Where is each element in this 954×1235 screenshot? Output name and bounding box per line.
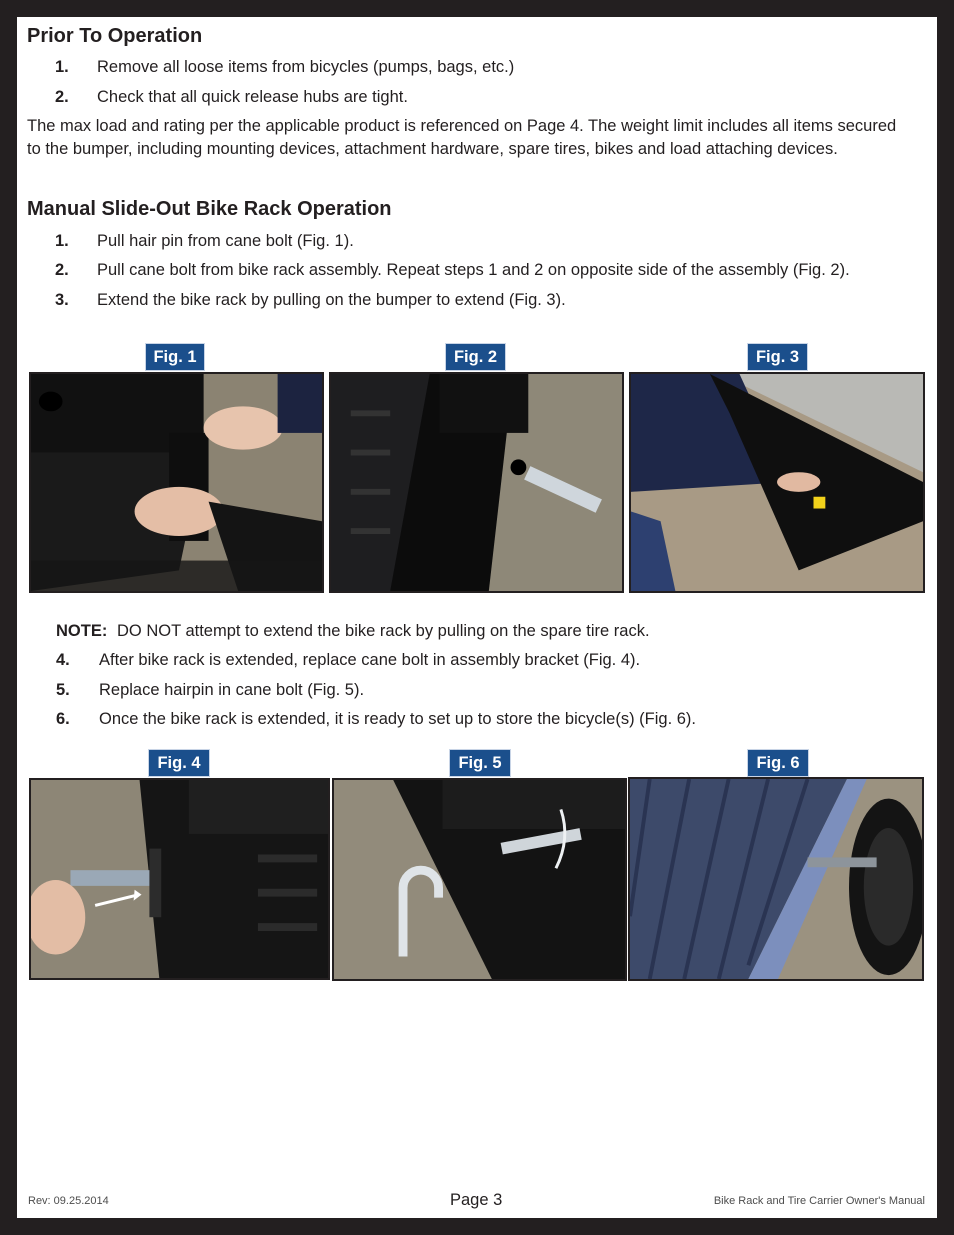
fig-5-label: Fig. 5: [449, 749, 511, 777]
fig-3-label: Fig. 3: [747, 343, 808, 371]
step-text: After bike rack is extended, replace cane bolt in assembly bracket (Fig. 4).: [99, 651, 641, 669]
step-text: Extend the bike rack by pulling on the bumper to extend (Fig. 3).: [97, 291, 566, 309]
step-text: Once the bike rack is extended, it is ready to set up to store the bicycle(s) (Fig. 6).: [99, 710, 697, 728]
step-number: 1.: [55, 232, 69, 250]
fig-4-photo: [29, 778, 330, 980]
step-number: 2.: [55, 88, 69, 106]
step-number: 6.: [56, 710, 70, 728]
fig-2-label: Fig. 2: [445, 343, 506, 371]
step-text: Pull hair pin from cane bolt (Fig. 1).: [97, 232, 354, 250]
note-text: DO NOT attempt to extend the bike rack by pulling on the spare tire rack.: [117, 622, 650, 640]
load-rating-paragraph: The max load and rating per the applicable product is referenced on Page 4. The weight limit includes all items secured to the bumper, including mounting devices, attachment hardware, spare tires, bikes and load attaching devices.: [27, 117, 897, 158]
fig-3-photo: [629, 372, 925, 593]
step-text: Pull cane bolt from bike rack assembly. Repeat steps 1 and 2 on opposite side of the assembly (Fig. 2).: [97, 261, 850, 279]
fig-5-photo: [332, 778, 627, 981]
step-number: 3.: [55, 291, 69, 309]
revision-date: Rev: 09.25.2014: [28, 1195, 109, 1207]
step-number: 4.: [56, 651, 70, 669]
step-text: Remove all loose items from bicycles (pumps, bags, etc.): [97, 58, 515, 76]
manual-page: [17, 17, 937, 1218]
section-heading-prior-to-operation: Prior To Operation: [27, 25, 203, 47]
note-label: NOTE:: [56, 622, 108, 640]
fig-1-label: Fig. 1: [145, 343, 205, 371]
manual-title: Bike Rack and Tire Carrier Owner's Manual: [713, 1195, 925, 1207]
fig-6-label: Fig. 6: [747, 749, 809, 777]
step-number: 5.: [56, 681, 70, 699]
step-text: Check that all quick release hubs are tight.: [97, 88, 408, 106]
fig-1-photo: [29, 372, 324, 593]
page-number: Page 3: [450, 1191, 503, 1209]
fig-2-photo: [329, 372, 624, 593]
step-text: Replace hairpin in cane bolt (Fig. 5).: [99, 681, 365, 699]
step-number: 1.: [55, 58, 69, 76]
fig-4-label: Fig. 4: [148, 749, 210, 777]
step-number: 2.: [55, 261, 69, 279]
fig-6-photo: [628, 777, 924, 981]
section-heading-slide-out: Manual Slide-Out Bike Rack Operation: [27, 198, 392, 220]
